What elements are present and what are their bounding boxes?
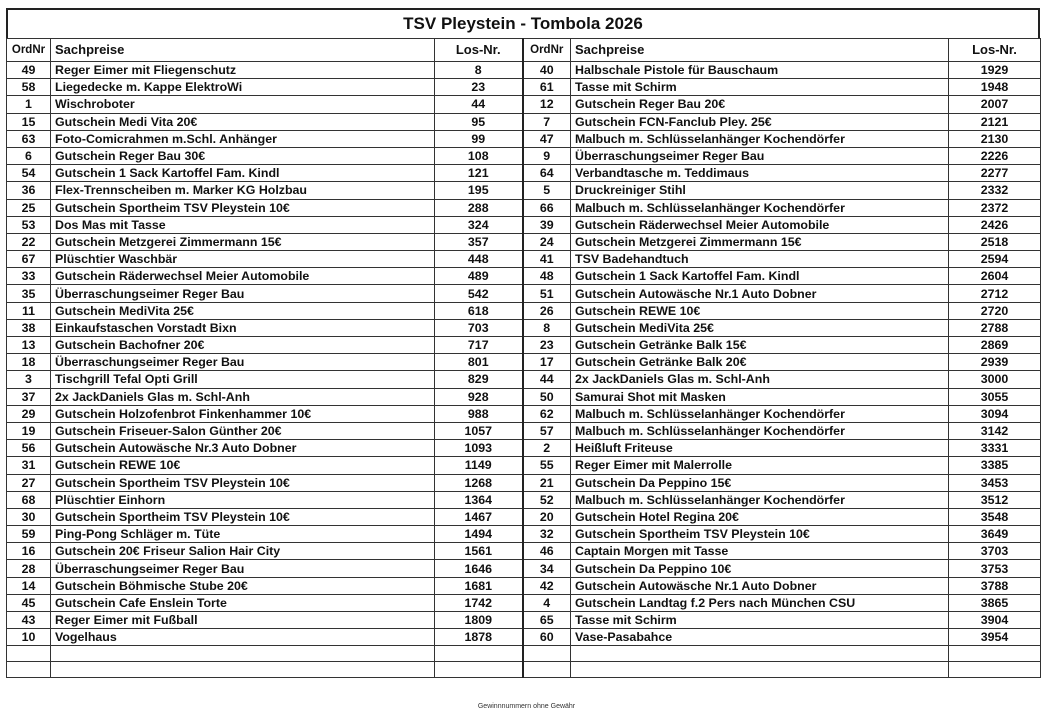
prize-cell: Überraschungseimer Reger Bau: [51, 560, 435, 577]
losnr-cell: 3453: [949, 474, 1041, 491]
table-row: [7, 371, 1041, 388]
prize-cell: Reger Eimer mit Malerrolle: [571, 457, 949, 474]
prize-cell: Dos Mas mit Tasse: [51, 216, 435, 233]
prize-cell: Heißluft Friteuse: [571, 440, 949, 457]
table-row: [7, 182, 1041, 199]
prize-cell: Gutschein Metzgerei Zimmermann 15€: [571, 233, 949, 250]
prize-cell: Einkaufstaschen Vorstadt Bixn: [51, 319, 435, 336]
prize-cell: Überraschungseimer Reger Bau: [571, 147, 949, 164]
table-row: [7, 560, 1041, 577]
empty-cell: [7, 662, 51, 678]
prize-cell: Gutschein 20€ Friseur Salion Hair City: [51, 543, 435, 560]
ordnr-cell: 7: [523, 113, 571, 130]
prize-cell: 2x JackDaniels Glas m. Schl-Anh: [571, 371, 949, 388]
table-row: [7, 147, 1041, 164]
header-sachpreise-left: Sachpreise: [51, 39, 435, 62]
prize-cell: Verbandtasche m. Teddimaus: [571, 165, 949, 182]
ordnr-cell: 4: [523, 594, 571, 611]
losnr-cell: 3331: [949, 440, 1041, 457]
ordnr-cell: 48: [523, 268, 571, 285]
losnr-cell: 2277: [949, 165, 1041, 182]
ordnr-cell: 55: [523, 457, 571, 474]
ordnr-cell: 39: [523, 216, 571, 233]
ordnr-cell: 25: [7, 199, 51, 216]
losnr-cell: 288: [435, 199, 523, 216]
prize-cell: Gutschein Metzgerei Zimmermann 15€: [51, 233, 435, 250]
ordnr-cell: 67: [7, 251, 51, 268]
ordnr-cell: 30: [7, 508, 51, 525]
ordnr-cell: 19: [7, 422, 51, 439]
prize-cell: Halbschale Pistole für Bauschaum: [571, 62, 949, 79]
empty-cell: [51, 662, 435, 678]
prize-cell: Gutschein Da Peppino 15€: [571, 474, 949, 491]
losnr-cell: 1494: [435, 526, 523, 543]
header-sachpreise-right: Sachpreise: [571, 39, 949, 62]
empty-row: [7, 646, 1041, 662]
table-row: [7, 165, 1041, 182]
ordnr-cell: 38: [7, 319, 51, 336]
table-row: [7, 612, 1041, 629]
losnr-cell: 3865: [949, 594, 1041, 611]
losnr-cell: 3385: [949, 457, 1041, 474]
prize-cell: Gutschein Getränke Balk 20€: [571, 354, 949, 371]
losnr-cell: 195: [435, 182, 523, 199]
ordnr-cell: 26: [523, 302, 571, 319]
table-row: [7, 577, 1041, 594]
losnr-cell: 2604: [949, 268, 1041, 285]
empty-cell: [7, 646, 51, 662]
table-row: [7, 337, 1041, 354]
prize-cell: Gutschein Medi Vita 20€: [51, 113, 435, 130]
losnr-cell: 3649: [949, 526, 1041, 543]
prize-cell: Gutschein 1 Sack Kartoffel Fam. Kindl: [51, 165, 435, 182]
prize-cell: Gutschein Sportheim TSV Pleystein 10€: [51, 199, 435, 216]
ordnr-cell: 17: [523, 354, 571, 371]
prize-cell: Gutschein Autowäsche Nr.3 Auto Dobner: [51, 440, 435, 457]
losnr-cell: 324: [435, 216, 523, 233]
prize-cell: Vase-Pasabahce: [571, 629, 949, 646]
prize-cell: Gutschein Bachofner 20€: [51, 337, 435, 354]
empty-cell: [435, 662, 523, 678]
table-row: [7, 268, 1041, 285]
ordnr-cell: 6: [7, 147, 51, 164]
empty-cell: [435, 646, 523, 662]
losnr-cell: 3753: [949, 560, 1041, 577]
table-row: [7, 199, 1041, 216]
ordnr-cell: 49: [7, 62, 51, 79]
prize-cell: Gutschein Cafe Enslein Torte: [51, 594, 435, 611]
table-row: [7, 251, 1041, 268]
empty-cell: [949, 646, 1041, 662]
losnr-cell: 1948: [949, 79, 1041, 96]
header-losnr-right: Los-Nr.: [949, 39, 1041, 62]
losnr-cell: 1268: [435, 474, 523, 491]
ordnr-cell: 31: [7, 457, 51, 474]
ordnr-cell: 5: [523, 182, 571, 199]
table-row: [7, 491, 1041, 508]
losnr-cell: 3703: [949, 543, 1041, 560]
prize-cell: Vogelhaus: [51, 629, 435, 646]
table-row: [7, 302, 1041, 319]
prize-cell: Gutschein MediVita 25€: [571, 319, 949, 336]
ordnr-cell: 51: [523, 285, 571, 302]
losnr-cell: 3094: [949, 405, 1041, 422]
ordnr-cell: 9: [523, 147, 571, 164]
prize-cell: Gutschein REWE 10€: [571, 302, 949, 319]
ordnr-cell: 45: [7, 594, 51, 611]
ordnr-cell: 54: [7, 165, 51, 182]
prize-table: [6, 38, 1041, 678]
header-ordnr-left: OrdNr: [7, 39, 51, 62]
ordnr-cell: 23: [523, 337, 571, 354]
prize-cell: TSV Badehandtuch: [571, 251, 949, 268]
table-row: [7, 285, 1041, 302]
losnr-cell: 8: [435, 62, 523, 79]
prize-cell: Malbuch m. Schlüsselanhänger Kochendörfer: [571, 130, 949, 147]
prize-cell: Foto-Comicrahmen m.Schl. Anhänger: [51, 130, 435, 147]
ordnr-cell: 61: [523, 79, 571, 96]
prize-cell: Gutschein Autowäsche Nr.1 Auto Dobner: [571, 285, 949, 302]
table-row: [7, 526, 1041, 543]
prize-cell: Gutschein Landtag f.2 Pers nach München CSU: [571, 594, 949, 611]
losnr-cell: 2226: [949, 147, 1041, 164]
ordnr-cell: 43: [7, 612, 51, 629]
table-row: [7, 543, 1041, 560]
prize-cell: Tasse mit Schirm: [571, 79, 949, 96]
table-row: [7, 233, 1041, 250]
ordnr-cell: 27: [7, 474, 51, 491]
prize-cell: Gutschein Da Peppino 10€: [571, 560, 949, 577]
prize-cell: Malbuch m. Schlüsselanhänger Kochendörfer: [571, 491, 949, 508]
ordnr-cell: 59: [7, 526, 51, 543]
losnr-cell: 489: [435, 268, 523, 285]
prize-cell: Samurai Shot mit Masken: [571, 388, 949, 405]
prize-cell: Gutschein Reger Bau 20€: [571, 96, 949, 113]
table-row: [7, 629, 1041, 646]
prize-cell: Reger Eimer mit Fliegenschutz: [51, 62, 435, 79]
losnr-cell: 1364: [435, 491, 523, 508]
prize-cell: Gutschein Böhmische Stube 20€: [51, 577, 435, 594]
ordnr-cell: 46: [523, 543, 571, 560]
prize-cell: Reger Eimer mit Fußball: [51, 612, 435, 629]
losnr-cell: 2712: [949, 285, 1041, 302]
prize-cell: Gutschein Sportheim TSV Pleystein 10€: [571, 526, 949, 543]
losnr-cell: 2121: [949, 113, 1041, 130]
losnr-cell: 2788: [949, 319, 1041, 336]
ordnr-cell: 20: [523, 508, 571, 525]
losnr-cell: 44: [435, 96, 523, 113]
ordnr-cell: 32: [523, 526, 571, 543]
table-row: [7, 130, 1041, 147]
ordnr-cell: 56: [7, 440, 51, 457]
ordnr-cell: 57: [523, 422, 571, 439]
losnr-cell: 1681: [435, 577, 523, 594]
ordnr-cell: 65: [523, 612, 571, 629]
losnr-cell: 1929: [949, 62, 1041, 79]
ordnr-cell: 13: [7, 337, 51, 354]
ordnr-cell: 12: [523, 96, 571, 113]
losnr-cell: 2518: [949, 233, 1041, 250]
losnr-cell: 801: [435, 354, 523, 371]
ordnr-cell: 34: [523, 560, 571, 577]
table-row: [7, 594, 1041, 611]
table-row: [7, 474, 1041, 491]
table-body: [7, 62, 1041, 678]
losnr-cell: 3548: [949, 508, 1041, 525]
losnr-cell: 121: [435, 165, 523, 182]
prize-cell: Druckreiniger Stihl: [571, 182, 949, 199]
prize-cell: Gutschein Räderwechsel Meier Automobile: [571, 216, 949, 233]
losnr-cell: 2426: [949, 216, 1041, 233]
losnr-cell: 3000: [949, 371, 1041, 388]
losnr-cell: 2594: [949, 251, 1041, 268]
ordnr-cell: 11: [7, 302, 51, 319]
ordnr-cell: 18: [7, 354, 51, 371]
ordnr-cell: 47: [523, 130, 571, 147]
losnr-cell: 2939: [949, 354, 1041, 371]
ordnr-cell: 64: [523, 165, 571, 182]
losnr-cell: 3512: [949, 491, 1041, 508]
empty-cell: [949, 662, 1041, 678]
losnr-cell: 99: [435, 130, 523, 147]
losnr-cell: 23: [435, 79, 523, 96]
header-losnr-left: Los-Nr.: [435, 39, 523, 62]
losnr-cell: 1742: [435, 594, 523, 611]
ordnr-cell: 53: [7, 216, 51, 233]
losnr-cell: 928: [435, 388, 523, 405]
ordnr-cell: 36: [7, 182, 51, 199]
losnr-cell: 95: [435, 113, 523, 130]
prize-cell: Überraschungseimer Reger Bau: [51, 354, 435, 371]
losnr-cell: 1467: [435, 508, 523, 525]
ordnr-cell: 3: [7, 371, 51, 388]
losnr-cell: 3954: [949, 629, 1041, 646]
prize-cell: Liegedecke m. Kappe ElektroWi: [51, 79, 435, 96]
prize-cell: Malbuch m. Schlüsselanhänger Kochendörfer: [571, 422, 949, 439]
table-row: [7, 354, 1041, 371]
header-ordnr-right: OrdNr: [523, 39, 571, 62]
table-row: [7, 96, 1041, 113]
losnr-cell: 2007: [949, 96, 1041, 113]
prize-cell: Gutschein Reger Bau 30€: [51, 147, 435, 164]
prize-cell: Gutschein FCN-Fanclub Pley. 25€: [571, 113, 949, 130]
losnr-cell: 1057: [435, 422, 523, 439]
table-row: [7, 508, 1041, 525]
losnr-cell: 618: [435, 302, 523, 319]
losnr-cell: 108: [435, 147, 523, 164]
losnr-cell: 2372: [949, 199, 1041, 216]
ordnr-cell: 22: [7, 233, 51, 250]
ordnr-cell: 42: [523, 577, 571, 594]
ordnr-cell: 15: [7, 113, 51, 130]
losnr-cell: 3142: [949, 422, 1041, 439]
losnr-cell: 988: [435, 405, 523, 422]
prize-cell: Captain Morgen mit Tasse: [571, 543, 949, 560]
page-title: TSV Pleystein - Tombola 2026: [6, 8, 1040, 38]
ordnr-cell: 63: [7, 130, 51, 147]
ordnr-cell: 2: [523, 440, 571, 457]
table-row: [7, 79, 1041, 96]
losnr-cell: 2130: [949, 130, 1041, 147]
losnr-cell: 1561: [435, 543, 523, 560]
losnr-cell: 1646: [435, 560, 523, 577]
prize-cell: Gutschein MediVita 25€: [51, 302, 435, 319]
prize-cell: Malbuch m. Schlüsselanhänger Kochendörfer: [571, 405, 949, 422]
empty-cell: [523, 646, 571, 662]
tombola-sheet: [6, 8, 1040, 678]
empty-cell: [51, 646, 435, 662]
ordnr-cell: 41: [523, 251, 571, 268]
prize-cell: Gutschein Friseuer-Salon Günther 20€: [51, 422, 435, 439]
table-row: [7, 457, 1041, 474]
losnr-cell: 2720: [949, 302, 1041, 319]
ordnr-cell: 29: [7, 405, 51, 422]
losnr-cell: 1809: [435, 612, 523, 629]
ordnr-cell: 16: [7, 543, 51, 560]
ordnr-cell: 40: [523, 62, 571, 79]
table-row: [7, 216, 1041, 233]
losnr-cell: 1878: [435, 629, 523, 646]
ordnr-cell: 68: [7, 491, 51, 508]
ordnr-cell: 21: [523, 474, 571, 491]
prize-cell: Plüschtier Waschbär: [51, 251, 435, 268]
losnr-cell: 3055: [949, 388, 1041, 405]
table-row: [7, 113, 1041, 130]
ordnr-cell: 24: [523, 233, 571, 250]
prize-cell: Gutschein Sportheim TSV Pleystein 10€: [51, 508, 435, 525]
losnr-cell: 357: [435, 233, 523, 250]
losnr-cell: 3788: [949, 577, 1041, 594]
ordnr-cell: 50: [523, 388, 571, 405]
prize-cell: Wischroboter: [51, 96, 435, 113]
ordnr-cell: 62: [523, 405, 571, 422]
prize-cell: Malbuch m. Schlüsselanhänger Kochendörfer: [571, 199, 949, 216]
prize-cell: Gutschein Getränke Balk 15€: [571, 337, 949, 354]
prize-cell: Gutschein Sportheim TSV Pleystein 10€: [51, 474, 435, 491]
ordnr-cell: 33: [7, 268, 51, 285]
prize-cell: Gutschein Hotel Regina 20€: [571, 508, 949, 525]
ordnr-cell: 14: [7, 577, 51, 594]
table-row: [7, 388, 1041, 405]
prize-cell: 2x JackDaniels Glas m. Schl-Anh: [51, 388, 435, 405]
ordnr-cell: 8: [523, 319, 571, 336]
ordnr-cell: 35: [7, 285, 51, 302]
prize-cell: Gutschein Räderwechsel Meier Automobile: [51, 268, 435, 285]
ordnr-cell: 37: [7, 388, 51, 405]
ordnr-cell: 66: [523, 199, 571, 216]
empty-row: [7, 662, 1041, 678]
losnr-cell: 717: [435, 337, 523, 354]
prize-cell: Gutschein Autowäsche Nr.1 Auto Dobner: [571, 577, 949, 594]
prize-cell: Gutschein REWE 10€: [51, 457, 435, 474]
prize-cell: Ping-Pong Schläger m. Tüte: [51, 526, 435, 543]
losnr-cell: 542: [435, 285, 523, 302]
empty-cell: [571, 646, 949, 662]
losnr-cell: 703: [435, 319, 523, 336]
ordnr-cell: 44: [523, 371, 571, 388]
losnr-cell: 1149: [435, 457, 523, 474]
table-row: [7, 319, 1041, 336]
ordnr-cell: 1: [7, 96, 51, 113]
prize-cell: Gutschein 1 Sack Kartoffel Fam. Kindl: [571, 268, 949, 285]
footnote: Gewinnnummern ohne Gewähr: [477, 703, 576, 710]
ordnr-cell: 60: [523, 629, 571, 646]
losnr-cell: 829: [435, 371, 523, 388]
empty-cell: [571, 662, 949, 678]
table-row: [7, 440, 1041, 457]
prize-cell: Tischgrill Tefal Opti Grill: [51, 371, 435, 388]
prize-cell: Gutschein Holzofenbrot Finkenhammer 10€: [51, 405, 435, 422]
table-row: [7, 62, 1041, 79]
table-header-row: [7, 39, 1041, 62]
prize-cell: Überraschungseimer Reger Bau: [51, 285, 435, 302]
losnr-cell: 448: [435, 251, 523, 268]
ordnr-cell: 28: [7, 560, 51, 577]
table-row: [7, 405, 1041, 422]
ordnr-cell: 58: [7, 79, 51, 96]
prize-cell: Tasse mit Schirm: [571, 612, 949, 629]
losnr-cell: 2332: [949, 182, 1041, 199]
prize-cell: Plüschtier Einhorn: [51, 491, 435, 508]
losnr-cell: 1093: [435, 440, 523, 457]
empty-cell: [523, 662, 571, 678]
losnr-cell: 3904: [949, 612, 1041, 629]
table-row: [7, 422, 1041, 439]
prize-cell: Flex-Trennscheiben m. Marker KG Holzbau: [51, 182, 435, 199]
losnr-cell: 2869: [949, 337, 1041, 354]
ordnr-cell: 10: [7, 629, 51, 646]
ordnr-cell: 52: [523, 491, 571, 508]
